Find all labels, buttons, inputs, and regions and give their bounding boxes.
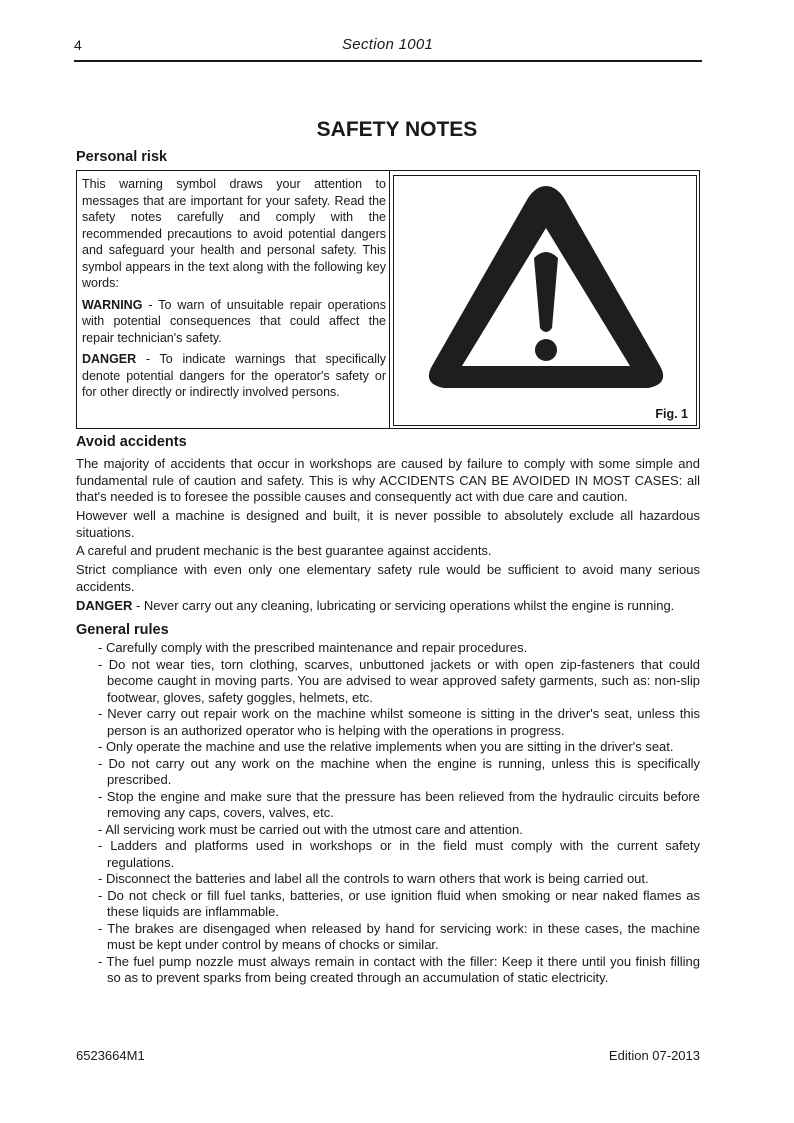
avoid-accidents-heading: Avoid accidents <box>76 434 187 450</box>
list-item: - Stop the engine and make sure that the pressure has been relieved from the hydraulic circuits before removing any caps, covers, valves, etc. <box>98 788 700 820</box>
warning-definition <box>82 297 386 347</box>
list-item: - All servicing work must be carried out with the utmost care and attention. <box>98 821 523 837</box>
list-item: - Do not carry out any work on the machine when the engine is running, unless this is specifically prescribed. <box>98 755 700 787</box>
list-item: - Do not wear ties, torn clothing, scarves, unbuttoned jackets or with open zip-fasteners that could become caught in moving parts. You are advised to wear approved safety garments, such as: non-slip footwear, gloves, safety goggles, helmets, etc. <box>98 656 700 705</box>
edition-label: Edition 07-2013 <box>608 1048 700 1063</box>
list-item: - Do not check or fill fuel tanks, batteries, or use ignition fluid when smoking or near naked flames as these liquids are inflammable. <box>98 887 700 919</box>
box-divider <box>389 171 390 428</box>
list-item: - Never carry out repair work on the machine whilst someone is sitting in the driver's seat, unless this person is an authorized operator who is helping with the operations in progress. <box>98 706 700 738</box>
warning-triangle-icon <box>420 180 672 402</box>
page-header <box>74 34 702 62</box>
danger-keyword: DANGER <box>76 598 133 613</box>
list-item: - Ladders and platforms used in workshops or in the field must comply with the current safety regulations. <box>98 838 700 870</box>
figure-frame <box>393 175 697 426</box>
section-title: Section 1001 <box>342 36 434 53</box>
general-rules-heading: General rules <box>76 622 169 638</box>
warning-keyword: WARNING <box>82 297 143 312</box>
danger-keyword: DANGER <box>82 352 137 366</box>
figure-label: Fig. 1 <box>655 407 688 421</box>
personal-risk-text <box>82 176 386 406</box>
avoid-accidents-paragraph-2: However well a machine is designed and built, it is never possible to absolutely exclude all hazardous situations. <box>76 508 700 540</box>
danger-definition <box>82 351 386 401</box>
page-title: SAFETY NOTES <box>316 118 478 141</box>
document-code: 6523664M1 <box>76 1048 145 1063</box>
page-number: 4 <box>74 37 82 53</box>
avoid-accidents-paragraph-4: Strict compliance with even only one elementary safety rule would be sufficient to avoid many serious accidents. <box>76 562 700 594</box>
danger-text: - To indicate warnings that specifically denote potential dangers for the operator's safety or for other directly or indirectly involved persons. <box>82 352 386 399</box>
list-item: - Disconnect the batteries and label all the controls to warn others that work is being carried out. <box>98 871 649 886</box>
warning-text: - To warn of unsuitable repair operations with potential consequences that could affect the repair technician's safety. <box>82 297 386 345</box>
list-item: - The fuel pump nozzle must always remain in contact with the filler: Keep it there until you finish filling so as to prevent sparks from being created through an accumulation of static electricity. <box>98 953 700 985</box>
personal-risk-intro: This warning symbol draws your attention to messages that are important for your safety. Read the safety notes carefully and comply with the recommended precautions to avoid potential dangers and safeguard your health and personal safety. This symbol appears in the text along with the following key words: <box>82 177 386 290</box>
avoid-accidents-paragraph-3: A careful and prudent mechanic is the best guarantee against accidents. <box>76 543 492 558</box>
list-item: - Only operate the machine and use the relative implements when you are sitting in the driver's seat. <box>98 739 674 754</box>
general-rules-list <box>98 640 700 987</box>
avoid-accidents-paragraph-1: The majority of accidents that occur in workshops are caused by failure to comply with some simple and fundamental rule of caution and safety. This is why ACCIDENTS CAN BE AVOIDED IN MOST CASES: all that's needed is to foresee the possible causes and consequently act with due care and caution. <box>76 456 700 504</box>
list-item: - Carefully comply with the prescribed maintenance and repair procedures. <box>98 640 528 655</box>
personal-risk-heading: Personal risk <box>76 149 168 165</box>
danger-text: - Never carry out any cleaning, lubricating or servicing operations whilst the engine is running. <box>132 598 675 613</box>
personal-risk-box <box>76 170 700 429</box>
list-item: - The brakes are disengaged when released by hand for servicing work: in these cases, the machine must be kept under control by means of chocks or similar. <box>98 920 700 952</box>
avoid-accidents-danger <box>76 598 700 615</box>
